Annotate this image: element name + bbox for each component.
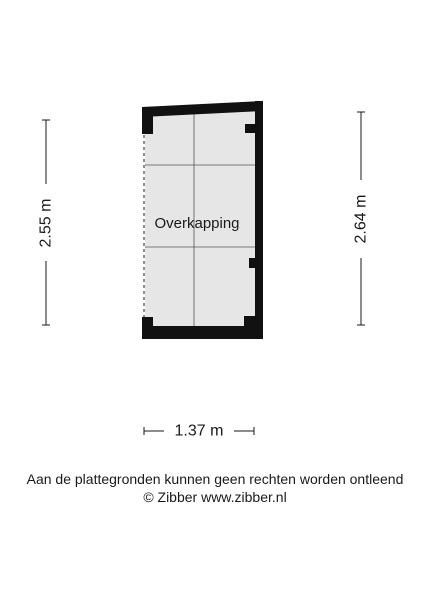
disclaimer-text: Aan de plattegronden kunnen geen rechten worden ontleend <box>26 471 404 487</box>
copyright-text: © Zibber www.zibber.nl <box>143 489 287 505</box>
post-top-left <box>142 107 153 134</box>
post-top-right <box>245 124 255 133</box>
post-right-mid <box>249 258 255 268</box>
dimension-left-label: 2.55 m <box>37 198 55 248</box>
dimension-right-label: 2.64 m <box>352 194 370 244</box>
post-bottom-left <box>142 317 153 339</box>
post-bottom-right <box>244 316 255 326</box>
wall-bottom <box>142 326 263 339</box>
room-label: Overkapping <box>154 215 240 232</box>
wall-right <box>255 101 263 339</box>
dimension-bottom-label: 1.37 m <box>174 422 224 440</box>
